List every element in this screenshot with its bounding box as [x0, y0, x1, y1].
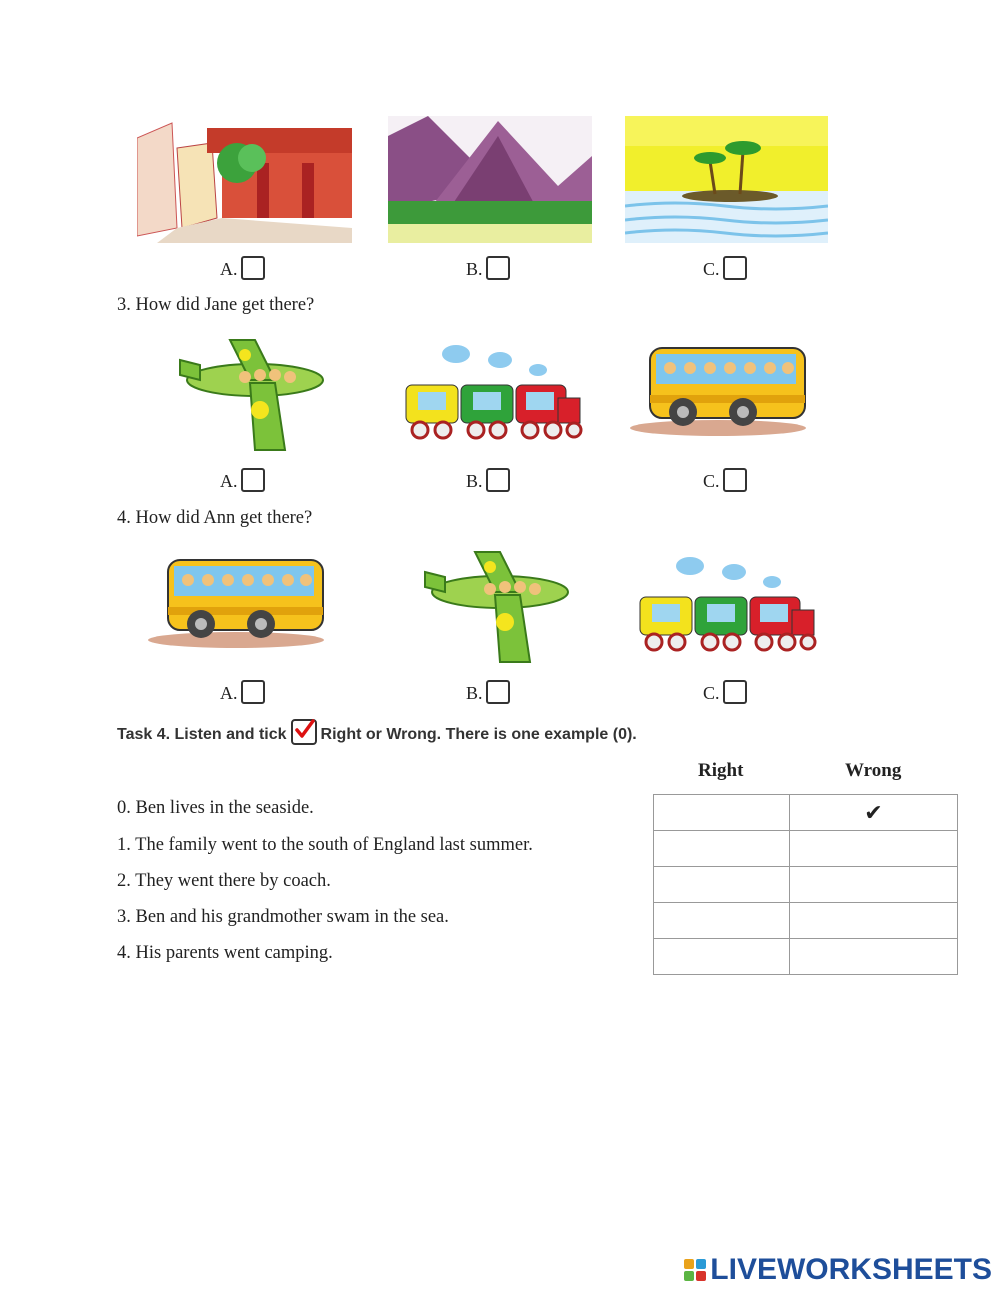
- option-a: [220, 256, 265, 280]
- wrong-cell[interactable]: [790, 903, 958, 939]
- answer-checkbox[interactable]: [486, 468, 510, 492]
- village-picture: [137, 118, 352, 243]
- statement-0: 0. Ben lives in the seaside.: [117, 798, 314, 818]
- table-row: [654, 903, 958, 939]
- plane-picture: [175, 335, 325, 453]
- right-cell[interactable]: [654, 795, 790, 831]
- answer-checkbox[interactable]: [241, 680, 265, 704]
- bus-picture: [146, 552, 326, 650]
- option-b: [466, 468, 510, 492]
- bus-picture: [628, 340, 808, 438]
- right-wrong-table: [653, 794, 958, 975]
- column-right-header: Right: [698, 760, 744, 781]
- instruction-text: Right or Wrong. There is one example (0).: [320, 726, 637, 743]
- train-picture: [632, 552, 822, 657]
- question-4: 4. How did Ann get there?: [117, 508, 313, 528]
- answer-checkbox[interactable]: [723, 256, 747, 280]
- answer-checkbox[interactable]: [723, 468, 747, 492]
- option-label: A.: [220, 683, 238, 703]
- table-row: [654, 795, 958, 831]
- option-c: [703, 468, 747, 492]
- option-label: C.: [703, 259, 720, 279]
- option-label: B.: [466, 683, 483, 703]
- table-row: [654, 867, 958, 903]
- answer-checkbox[interactable]: [723, 680, 747, 704]
- logo-mark-icon: [684, 1259, 706, 1281]
- checkmark-icon: [291, 719, 317, 745]
- right-cell[interactable]: [654, 867, 790, 903]
- option-label: C.: [703, 471, 720, 491]
- option-a: [220, 680, 265, 704]
- right-cell[interactable]: [654, 831, 790, 867]
- table-row: [654, 831, 958, 867]
- option-label: C.: [703, 683, 720, 703]
- wrong-cell[interactable]: [790, 831, 958, 867]
- answer-checkbox[interactable]: [486, 680, 510, 704]
- table-row: [654, 939, 958, 975]
- statement-3: 3. Ben and his grandmother swam in the sea.: [117, 907, 449, 927]
- logo-text: LIVEWORKSHEETS: [710, 1253, 992, 1286]
- option-c: [703, 256, 747, 280]
- checkmark-icon: ✔: [864, 799, 883, 825]
- answer-checkbox[interactable]: [241, 468, 265, 492]
- right-cell[interactable]: [654, 903, 790, 939]
- wrong-cell[interactable]: [790, 795, 958, 831]
- wrong-cell[interactable]: [790, 939, 958, 975]
- option-b: [466, 256, 510, 280]
- option-a: [220, 468, 265, 492]
- option-label: A.: [220, 259, 238, 279]
- plane-picture: [420, 547, 570, 665]
- option-label: B.: [466, 471, 483, 491]
- statement-1: 1. The family went to the south of England last summer.: [117, 835, 533, 855]
- option-label: B.: [466, 259, 483, 279]
- task-4-instruction: [117, 722, 637, 748]
- liveworksheets-logo: [684, 1253, 992, 1287]
- option-c: [703, 680, 747, 704]
- statement-4: 4. His parents went camping.: [117, 943, 333, 963]
- option-b: [466, 680, 510, 704]
- column-wrong-header: Wrong: [845, 760, 902, 781]
- option-label: A.: [220, 471, 238, 491]
- statement-2: 2. They went there by coach.: [117, 871, 331, 891]
- wrong-cell[interactable]: [790, 867, 958, 903]
- mountains-picture: [388, 116, 592, 243]
- question-3: 3. How did Jane get there?: [117, 295, 315, 315]
- answer-checkbox[interactable]: [486, 256, 510, 280]
- answer-checkbox[interactable]: [241, 256, 265, 280]
- train-picture: [398, 340, 588, 445]
- island-picture: [625, 116, 828, 243]
- instruction-text: Task 4. Listen and tick: [117, 726, 287, 743]
- right-cell[interactable]: [654, 939, 790, 975]
